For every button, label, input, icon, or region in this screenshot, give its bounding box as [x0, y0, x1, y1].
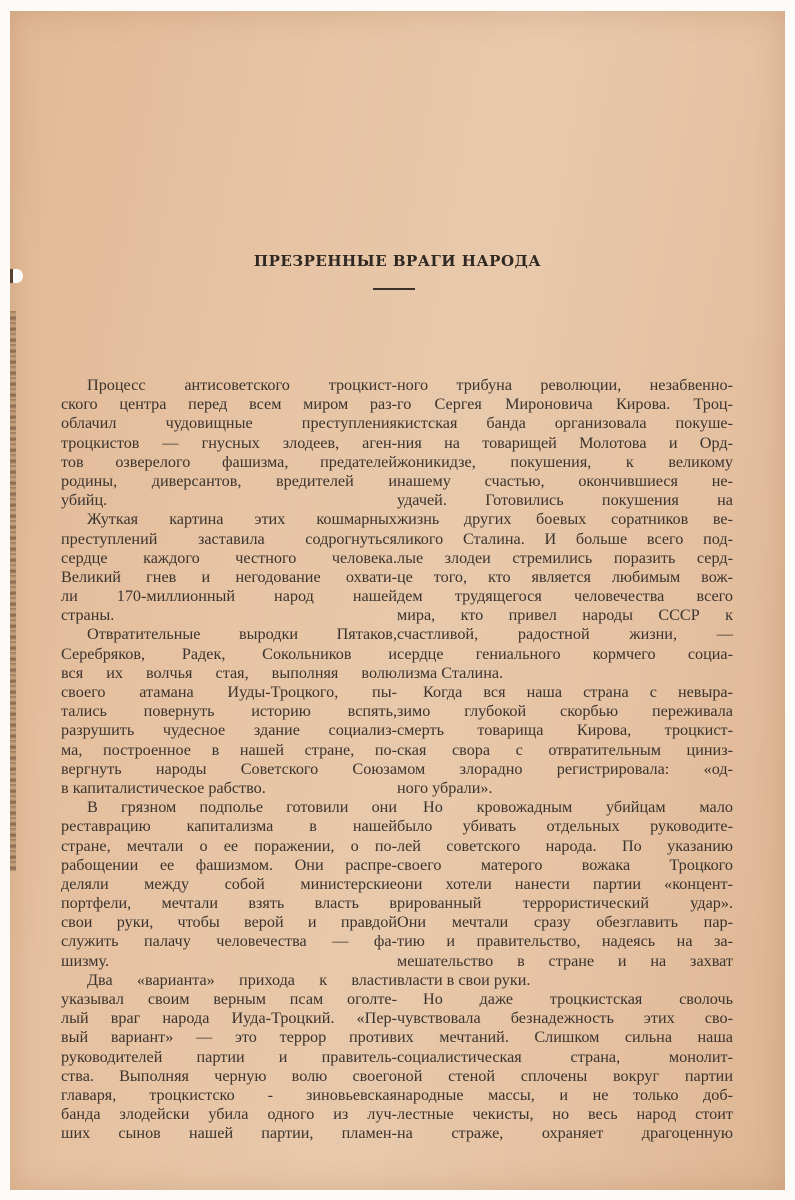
text-line: ского центра перед всем миром раз- — [61, 395, 397, 414]
text-line: реставрацию капитализма в нашей — [61, 817, 397, 836]
text-line: народные массы, и не только доб- — [397, 1085, 733, 1104]
text-line: свои руки, чтобы верой и правдой — [61, 913, 397, 932]
text-line: тов озверелого фашизма, предателей — [61, 452, 397, 471]
text-line: мом злорадно регистрировала: «од- — [397, 759, 733, 778]
text-line: мира, кто привел народы СССР к — [397, 606, 733, 625]
right-column — [397, 376, 733, 1144]
article-title: ПРЕЗРЕННЫЕ ВРАГИ НАРОДА — [253, 252, 542, 270]
text-line: нашему счастью, окончившиеся не- — [397, 471, 733, 490]
text-line: в капиталистическое рабство. — [61, 778, 266, 797]
text-line: Процесс антисоветского троцкист- — [87, 376, 397, 394]
text-line: банда злодейски убила одного из луч- — [61, 1105, 397, 1124]
text-line: лей советского народа. По указанию — [397, 836, 733, 855]
text-line: тались повернуть историю вспять, — [61, 702, 397, 721]
text-line: социалистическая страна, монолит- — [397, 1047, 733, 1066]
text-line: Отвратительные выродки Пятаков, — [87, 625, 397, 644]
text-line: рированный террористический удар». — [397, 894, 733, 913]
text-line: убийц. — [61, 491, 108, 510]
text-line: шизму. — [61, 951, 110, 970]
text-line: ного трибуна революции, незабвенно- — [397, 376, 733, 394]
text-line: они хотели нанести партии «концент- — [397, 874, 733, 893]
binding-staple-mark — [10, 269, 23, 283]
text-line: ства. Выполняя черную волю своего — [61, 1066, 397, 1085]
text-line: смерть товарища Кирова, троцкист- — [397, 721, 733, 740]
text-line: лестные чекисты, но весь народ стоит — [397, 1105, 733, 1124]
text-line: своего матерого вожака Троцкого — [397, 855, 733, 874]
text-line: страны. — [61, 606, 115, 625]
text-line: лые злодеи стремились поразить серд- — [397, 548, 733, 567]
text-line: преступлений заставила содрогнуться — [61, 529, 397, 548]
left-column — [61, 376, 397, 1144]
text-line: Они мечтали сразу обезглавить пар- — [397, 913, 733, 932]
text-line: счастливой, радостной жизни, — — [397, 625, 733, 644]
text-line: жизнь других боевых соратников ве- — [397, 510, 733, 529]
text-line: сердце гениального кормчего социа- — [397, 644, 733, 663]
text-line: облачил чудовищные преступления — [61, 414, 397, 433]
text-line: вергнуть народы Советского Союза — [61, 759, 397, 778]
text-line: ного убрали». — [397, 778, 493, 797]
text-line: ния на товарищей Молотова и Орд- — [397, 433, 733, 452]
text-line: своего атамана Иуды-Троцкого, пы- — [61, 683, 397, 701]
text-line: разрушить чудесное здание социализ- — [61, 721, 397, 740]
text-line: служить палачу человечества — фа- — [61, 932, 397, 951]
text-line: Великий гнев и негодование охвати- — [61, 567, 397, 586]
text-line: Когда вся наша страна с невыра- — [423, 683, 733, 701]
text-line: их мечтаний. Слишком сильна наша — [397, 1028, 733, 1047]
text-line: троцкистов — гнусных злодеев, аген- — [61, 433, 397, 452]
text-line: на страже, охраняет драгоценную — [397, 1124, 733, 1143]
text-line: Но кровожадным убийцам мало — [423, 798, 733, 817]
text-line: ская свора с отвратительным циниз- — [397, 740, 733, 759]
text-line: стране, мечтали о ее поражении, о по- — [61, 836, 397, 855]
text-line: Жуткая картина этих кошмарных — [87, 510, 397, 529]
text-line: портфели, мечтали взять власть в — [61, 894, 397, 913]
text-line: деляли между собой министерские — [61, 874, 397, 893]
text-line: Два «варианта» прихода к власти — [87, 970, 397, 989]
text-line: Серебряков, Радек, Сокольников и — [61, 644, 397, 663]
text-line: ли 170-миллионный народ нашей — [61, 587, 397, 606]
text-line: кистская банда организовала покуше- — [397, 414, 733, 433]
text-line: ших сынов нашей партии, пламен- — [61, 1124, 397, 1143]
text-line: лый враг народа Иуда-Троцкий. «Пер- — [61, 1009, 397, 1028]
text-line: тию и правительство, надеясь на за- — [397, 932, 733, 951]
text-line: ной стеной сплочены вокруг партии — [397, 1066, 733, 1085]
text-line: сердце каждого честного человека. — [61, 548, 397, 567]
text-line: мешательство в стране и на захват — [397, 951, 733, 970]
text-line: дем трудящегося человечества всего — [397, 587, 733, 606]
torn-binding-edge — [10, 311, 16, 871]
text-line: Но даже троцкистская сволочь — [423, 990, 733, 1008]
title-divider — [373, 288, 415, 290]
text-line: це того, кто является любимым вож- — [397, 567, 733, 586]
text-line: вся их волчья стая, выполняя волю — [61, 663, 397, 682]
text-line: было убивать отдельных руководите- — [397, 817, 733, 836]
text-line: лизма Сталина. — [397, 663, 504, 682]
text-line: родины, диверсантов, вредителей и — [61, 471, 397, 490]
text-line: указывал своим верным псам оголте- — [61, 990, 397, 1008]
text-line: ма, построенное в нашей стране, по- — [61, 740, 397, 759]
text-line: руководителей партии и правитель- — [61, 1047, 397, 1066]
text-line: В грязном подполье готовили они — [87, 798, 397, 817]
text-line: вый вариант» — это террор против — [61, 1028, 397, 1047]
text-line: чувствовала безнадежность этих сво- — [397, 1009, 733, 1028]
text-line: ликого Сталина. И больше всего под- — [397, 529, 733, 548]
text-line: главаря, троцкистско - зиновьевская — [61, 1085, 397, 1104]
text-line: жоникидзе, покушения, к великому — [397, 452, 733, 471]
text-line: рабощении ее фашизмом. Они распре- — [61, 855, 397, 874]
text-line: власти в свои руки. — [397, 970, 531, 989]
text-line: удачей. Готовились покушения на — [397, 491, 733, 510]
text-line: го Сергея Мироновича Кирова. Троц- — [397, 395, 733, 414]
text-line: зимо глубокой скорбью переживала — [397, 702, 733, 721]
